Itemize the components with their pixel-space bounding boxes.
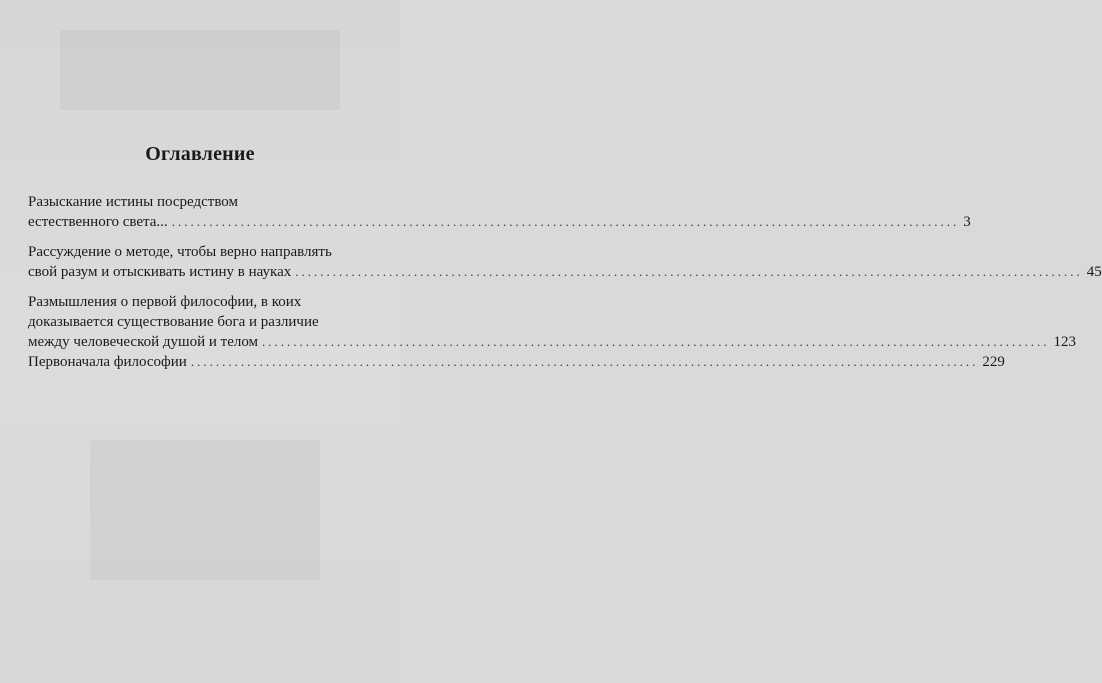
toc-entry-line: доказывается существование бога и различие: [28, 314, 319, 330]
toc-entry-text: свой разум и отыскивать истину в науках: [28, 264, 292, 280]
page-number: 229: [982, 354, 1005, 370]
toc-entry-last-line: [28, 352, 1005, 372]
dot-leader: ..............................................................................................................................: [295, 264, 1083, 279]
page-number: 123: [1053, 334, 1077, 350]
toc-entry-line: Разыскание истины посредством: [28, 194, 239, 210]
dot-leader: ..............................................................................................................................: [262, 334, 1050, 349]
toc-entry-last-line: [28, 332, 1077, 352]
page-number: 3: [963, 214, 971, 230]
toc-title: Оглавление: [145, 143, 255, 165]
toc-entry-line: Рассуждение о методе, чтобы верно направлять: [28, 244, 332, 260]
toc-entry-text: естественного света...: [28, 214, 168, 230]
toc-entry-4[interactable]: [28, 352, 1005, 372]
show-through-text-top: [60, 30, 340, 110]
toc-entry-line: Размышления о первой философии, в коих: [28, 294, 302, 310]
dot-leader: ..............................................................................................................................: [171, 214, 960, 229]
toc-entry-text: Первоначала философии: [28, 354, 187, 370]
toc-entry-last-line: [28, 262, 1102, 282]
toc-entry-1[interactable]: [28, 192, 971, 232]
toc-entry-text: между человеческой душой и телом: [28, 334, 259, 350]
page-number: 45: [1086, 264, 1102, 280]
dot-leader: ..............................................................................................................................: [190, 354, 979, 369]
toc-entry-last-line: [28, 212, 971, 232]
show-through-text-bottom: [90, 440, 320, 580]
toc-entry-2[interactable]: [28, 242, 1102, 282]
toc-entry-3[interactable]: [28, 292, 1077, 352]
